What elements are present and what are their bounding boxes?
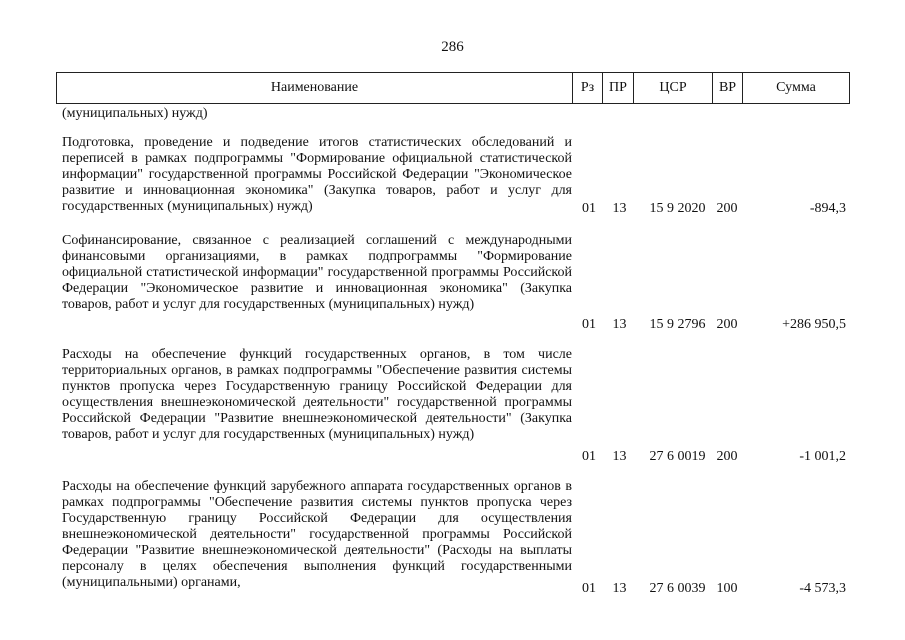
row-name: Софинансирование, связанное с реализацией соглашений с международными финансовыми организациями, в рамках подпрограммы "Формирование официальной статистической информации" государственной программы Российской Федерации "Экономическое развитие и инновационная экономика" (Закупка товаров, работ и услуг для государственных (муниципальных) нужд) [62,233,572,312]
row-rz: 01 [582,201,596,216]
table-row [56,479,850,597]
table-header [56,72,850,104]
row-csr: 27 6 0019 [649,449,706,464]
row-sum: +286 950,5 [782,317,846,332]
row-name: Расходы на обеспечение функций зарубежного аппарата государственных органов в рамках подпрограммы "Обеспечение развития системы пунктов пропуска через Государственную границу Российской Федерации для осуществления внешнеэкономической деятельности" государственной программы Российской Федерации "Развитие внешнеэкономической деятельности" (Расходы на выплаты персоналу в целях обеспечения выполнения функций государственными (муниципальными) органами, [62,479,572,590]
row-pr: 13 [612,317,627,332]
header-rz: Рз [572,73,602,103]
row-vr: 200 [716,201,738,216]
row-vr: 200 [716,449,738,464]
row-rz: 01 [582,317,596,332]
header-name: Наименование [270,80,359,95]
row-vr: 100 [716,581,738,596]
row-name: Подготовка, проведение и подведение итогов статистических обследований и переписей в рамках подпрограммы "Формирование официальной статистической информации" государственной программы Российской Федерации "Экономическое развитие и инновационная экономика" (Закупка товаров, работ и услуг для государственных (муниципальных) нужд) [62,135,572,214]
page-number: 286 [441,39,464,55]
header-pr: ПР [602,73,633,103]
row-pr: 13 [612,201,627,216]
header-sum: Сумма [742,73,849,103]
row-pr: 13 [612,449,627,464]
row-vr: 200 [716,317,738,332]
row-rz: 01 [582,449,596,464]
row-rz: 01 [582,581,596,596]
row-sum: -894,3 [809,201,846,216]
table-row [56,233,850,333]
header-vr: ВР [712,73,742,103]
table-row [56,347,850,465]
row-sum: -4 573,3 [799,581,846,596]
row-sum: -1 001,2 [799,449,846,464]
table-row [56,135,850,217]
row-name: Расходы на обеспечение функций государственных органов, в том числе территориальных органов, в рамках подпрограммы "Обеспечение развития системы пунктов пропуска через Государственную границу Российской Федерации для осуществления внешнеэкономической деятельности" государственной программы Российской Федерации "Развитие внешнеэкономической деятельности" (Закупка товаров, работ и услуг для государственных (муниципальных) нужд) [62,347,572,442]
continued-text: (муниципальных) нужд) [62,106,208,121]
row-csr: 15 9 2020 [649,201,706,216]
header-csr: ЦСР [633,73,712,103]
row-pr: 13 [612,581,627,596]
row-csr: 27 6 0039 [649,581,706,596]
row-csr: 15 9 2796 [649,317,706,332]
